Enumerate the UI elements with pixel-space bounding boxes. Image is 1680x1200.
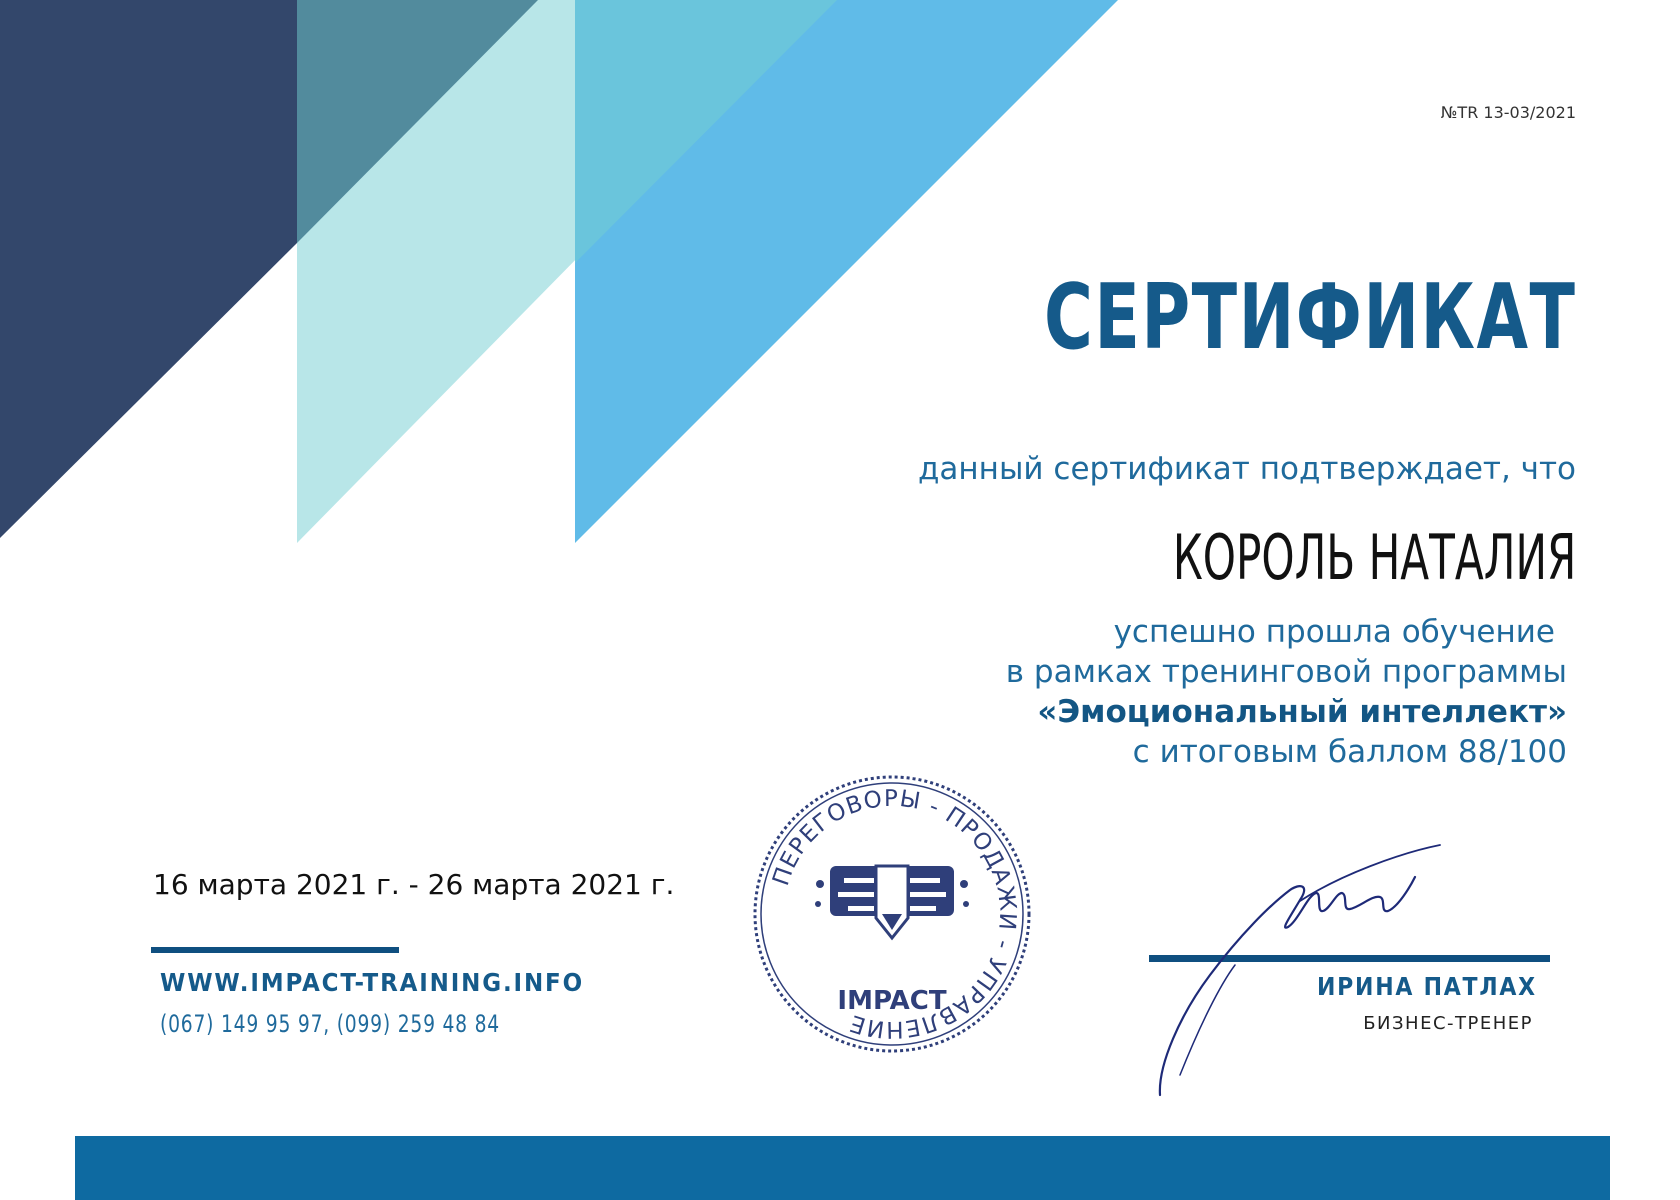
impact-stamp	[747, 769, 1037, 1059]
signer-name: ИРИНА ПАТЛАХ	[1317, 972, 1537, 1001]
signature-line	[1149, 955, 1550, 962]
completion-text	[1006, 612, 1567, 772]
certificate-subtitle: данный сертификат подтверждает, что	[917, 451, 1576, 487]
handwritten-signature	[1140, 835, 1510, 1105]
navy-shape	[0, 0, 297, 538]
website-link[interactable]: WWW.IMPACT-TRAINING.INFO	[160, 968, 584, 997]
certificate-number: №TR 13-03/2021	[1440, 103, 1576, 122]
stamp-ring-text: ПЕРЕГОВОРЫ - ПРОДАЖИ - УПРАВЛЕНИЕ	[768, 785, 1021, 1043]
stamp-brand: IMPACT	[837, 986, 947, 1016]
signer-role: БИЗНЕС-ТРЕНЕР	[1363, 1013, 1533, 1034]
completion-line-2: в рамках тренинговой программы	[1005, 654, 1567, 690]
recipient-name: КОРОЛЬ НАТАЛИЯ	[1172, 521, 1576, 594]
program-name: «Эмоциональный интеллект»	[1037, 694, 1567, 730]
impact-logo-icon	[815, 866, 969, 938]
completion-line-1: успешно прошла обучение	[1113, 614, 1555, 650]
certificate-title: СЕРТИФИКАТ	[1043, 265, 1576, 370]
score-line: с итоговым баллом 88/100	[1132, 734, 1567, 770]
footer-bar	[75, 1136, 1610, 1200]
training-dates: 16 марта 2021 г. - 26 марта 2021 г.	[153, 868, 675, 901]
phone-numbers: (067) 149 95 97, (099) 259 48 84	[160, 1010, 500, 1038]
contact-divider	[151, 947, 399, 953]
